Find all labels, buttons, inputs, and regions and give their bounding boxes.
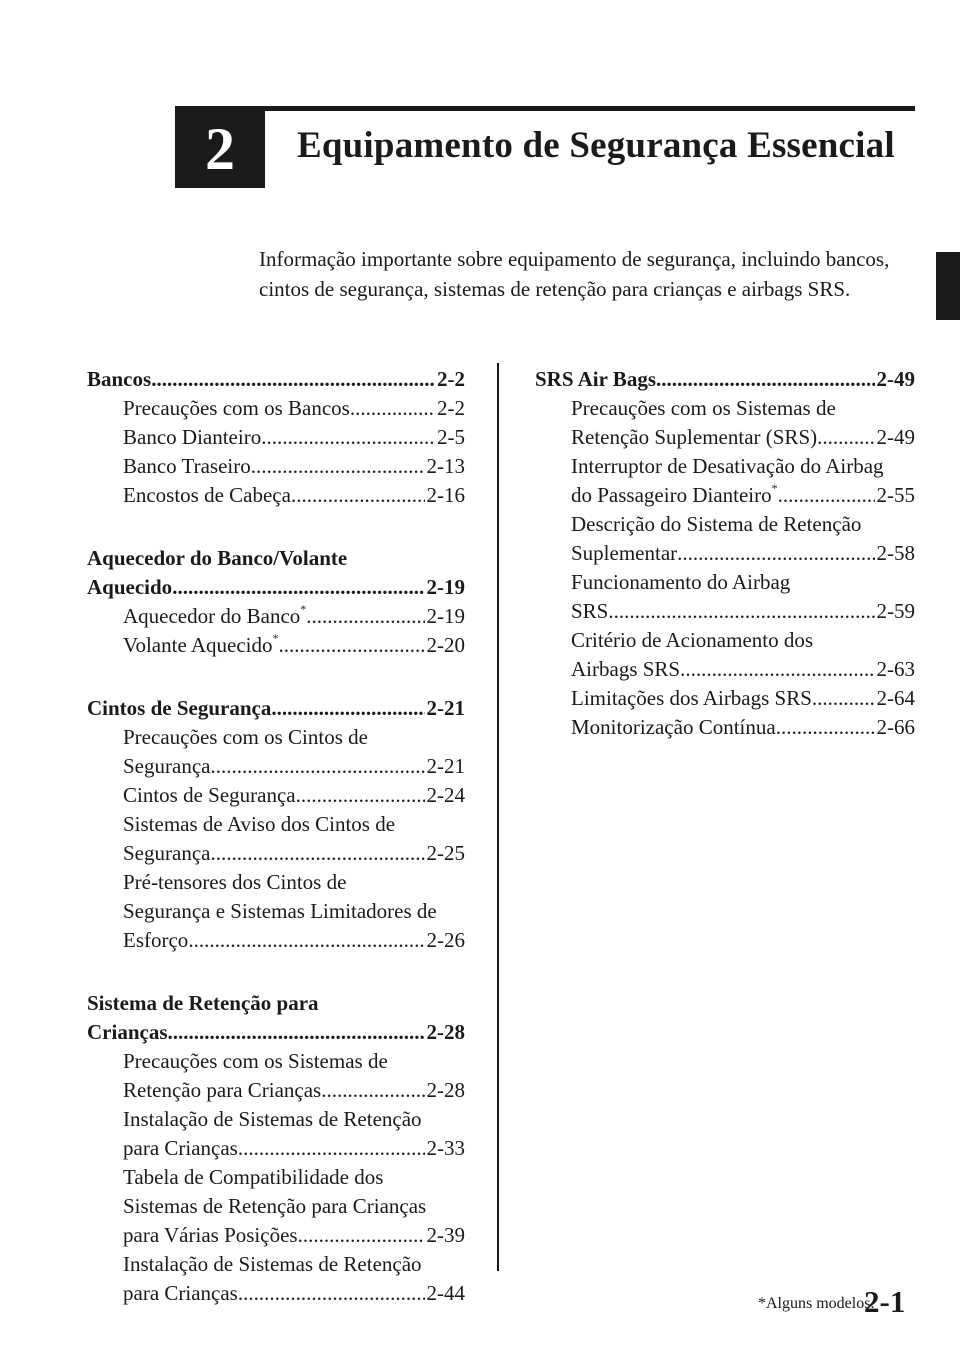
item-page-ref: 2-64 <box>876 686 915 710</box>
item-page-ref: 2-13 <box>426 454 465 478</box>
toc-item[interactable] <box>535 713 915 742</box>
item-title-text: Precauções com os Bancos <box>123 396 350 420</box>
dot-leader <box>677 539 874 568</box>
dot-leader <box>188 926 424 955</box>
item-title-text: Retenção Suplementar (SRS) <box>571 425 818 449</box>
item-title-text: Retenção para Crianças <box>123 1078 322 1102</box>
toc-section <box>87 694 465 955</box>
dot-leader <box>680 655 874 684</box>
toc-section <box>87 365 465 510</box>
column-divider <box>497 363 499 1271</box>
item-title-entry <box>123 423 465 452</box>
item-title-line: Pré-tensores dos Cintos de <box>123 870 347 894</box>
item-title-entry <box>123 602 465 631</box>
item-title-entry <box>571 423 915 452</box>
chapter-side-tab <box>936 252 960 320</box>
dot-leader <box>261 423 435 452</box>
item-title-line: Sistemas de Retenção para Crianças <box>123 1194 427 1218</box>
item-title-line: Sistemas de Aviso dos Cintos de <box>123 812 396 836</box>
item-title-entry <box>123 926 465 955</box>
page-number: 2-1 <box>864 1284 906 1319</box>
section-page-ref: 2-19 <box>426 575 465 599</box>
item-title <box>123 602 306 631</box>
dot-leader <box>279 631 425 660</box>
item-title-entry <box>123 1134 465 1163</box>
item-title-entry <box>571 597 915 626</box>
toc-right-column <box>535 365 915 776</box>
optional-feature-marker: * <box>771 481 778 495</box>
item-title-entry <box>571 655 915 684</box>
toc-item[interactable] <box>535 568 915 626</box>
item-title-text: para Crianças <box>123 1281 238 1305</box>
item-title <box>571 481 778 510</box>
dot-leader <box>151 365 435 394</box>
item-title-line: Instalação de Sistemas de Retenção <box>123 1252 422 1276</box>
section-title-entry[interactable] <box>87 573 465 602</box>
dot-leader <box>210 839 424 868</box>
section-page-ref: 2-28 <box>426 1020 465 1044</box>
item-title-text: do Passageiro Dianteiro <box>571 483 772 507</box>
item-title <box>123 839 210 868</box>
item-title <box>123 781 296 810</box>
toc-item[interactable] <box>87 1163 465 1250</box>
section-title-line: Sistema de Retenção para <box>87 991 319 1015</box>
item-title-entry <box>123 452 465 481</box>
item-title-entry <box>571 684 915 713</box>
toc-item[interactable] <box>87 1105 465 1163</box>
item-title <box>123 926 188 955</box>
item-title <box>123 1221 298 1250</box>
item-title-text: Segurança <box>123 754 211 778</box>
toc-item[interactable] <box>87 781 465 810</box>
item-title-line: Precauções com os Cintos de <box>123 725 368 749</box>
dot-leader <box>291 481 425 510</box>
section-title-entry[interactable] <box>87 694 465 723</box>
item-title-line: Segurança e Sistemas Limitadores de <box>123 899 437 923</box>
item-title-entry <box>571 481 915 510</box>
chapter-number: 2 <box>205 116 235 182</box>
toc-item[interactable] <box>535 626 915 684</box>
item-title <box>571 655 680 684</box>
toc-section <box>87 989 465 1308</box>
footnote: *Alguns modelos. <box>758 1295 875 1312</box>
item-title <box>123 752 210 781</box>
item-page-ref: 2-33 <box>426 1136 465 1160</box>
toc-item[interactable] <box>87 723 465 781</box>
section-title: SRS Air Bags <box>535 367 656 391</box>
item-page-ref: 2-25 <box>426 841 465 865</box>
toc-item[interactable] <box>535 684 915 713</box>
item-title-line: Funcionamento do Airbag <box>571 570 791 594</box>
dot-leader <box>608 597 874 626</box>
toc-item[interactable] <box>535 452 915 510</box>
item-title <box>123 631 279 660</box>
item-page-ref: 2-63 <box>876 657 915 681</box>
item-page-ref: 2-24 <box>426 783 465 807</box>
dot-leader <box>321 1076 424 1105</box>
item-title-line: Interruptor de Desativação do Airbag <box>571 454 884 478</box>
item-title <box>123 1134 238 1163</box>
item-title-text: para Várias Posições <box>123 1223 298 1247</box>
item-title-text: SRS <box>571 599 609 623</box>
section-title-line: Aquecedor do Banco/Volante <box>87 546 348 570</box>
chapter-intro: Informação importante sobre equipamento de segurança, incluindo bancos, cintos de segurança, sistemas de retenção para crianças e airbags SRS. <box>259 247 890 301</box>
chapter-header-rule <box>175 106 915 111</box>
section-title-entry[interactable] <box>87 365 465 394</box>
section-title: Bancos <box>87 367 152 391</box>
item-page-ref: 2-39 <box>426 1223 465 1247</box>
item-page-ref: 2-20 <box>426 633 465 657</box>
item-page-ref: 2-26 <box>426 928 465 952</box>
item-page-ref: 2-2 <box>437 396 465 420</box>
dot-leader <box>776 713 875 742</box>
item-title-line: Critério de Acionamento dos <box>571 628 814 652</box>
item-title <box>123 1076 321 1105</box>
item-title <box>123 394 350 423</box>
item-title-line: Precauções com os Sistemas de <box>571 396 836 420</box>
section-title: Crianças <box>87 1020 168 1044</box>
section-page-ref: 2-21 <box>426 696 465 720</box>
toc-section <box>535 365 915 742</box>
item-title-line: Descrição do Sistema de Retenção <box>571 512 862 536</box>
item-title-text: Volante Aquecido <box>123 633 273 657</box>
item-title <box>123 423 261 452</box>
item-title-entry <box>123 1279 465 1308</box>
optional-feature-marker: * <box>272 631 279 645</box>
item-title-text: Banco Dianteiro <box>123 425 262 449</box>
item-title-line: Instalação de Sistemas de Retenção <box>123 1107 422 1131</box>
item-page-ref: 2-16 <box>426 483 465 507</box>
optional-feature-marker: * <box>300 602 307 616</box>
item-title-text: Banco Traseiro <box>123 454 251 478</box>
section-page-ref: 2-49 <box>876 367 915 391</box>
toc-item[interactable] <box>87 423 465 452</box>
item-page-ref: 2-44 <box>426 1281 465 1305</box>
toc-section <box>87 544 465 660</box>
item-title-entry <box>571 713 915 742</box>
item-title-text: Suplementar <box>571 541 678 565</box>
item-title-line: Tabela de Compatibilidade dos <box>123 1165 384 1189</box>
section-page-ref: 2-2 <box>437 367 465 391</box>
dot-leader <box>168 1018 425 1047</box>
item-title-entry <box>123 1076 465 1105</box>
item-title-entry <box>123 839 465 868</box>
item-page-ref: 2-21 <box>426 754 465 778</box>
toc-item[interactable] <box>535 394 915 452</box>
item-title-text: Limitações dos Airbags SRS <box>571 686 812 710</box>
item-title-text: Cintos de Segurança <box>123 783 296 807</box>
item-page-ref: 2-66 <box>876 715 915 739</box>
dot-leader <box>350 394 435 423</box>
dot-leader <box>251 452 425 481</box>
dot-leader <box>210 752 424 781</box>
section-title: Aquecido <box>87 575 173 599</box>
item-title-entry <box>123 481 465 510</box>
item-title <box>123 481 291 510</box>
item-page-ref: 2-28 <box>426 1078 465 1102</box>
toc-item[interactable] <box>535 510 915 568</box>
dot-leader <box>306 602 424 631</box>
toc-item[interactable] <box>87 394 465 423</box>
toc-item[interactable] <box>87 1250 465 1308</box>
item-title-text: Monitorização Contínua <box>571 715 776 739</box>
toc-item[interactable] <box>87 481 465 510</box>
toc-left-column <box>87 365 465 1342</box>
item-page-ref: 2-58 <box>876 541 915 565</box>
item-title <box>571 713 776 742</box>
item-title <box>571 597 608 626</box>
toc-item[interactable] <box>87 452 465 481</box>
dot-leader <box>238 1134 425 1163</box>
item-title-text: Encostos de Cabeça <box>123 483 291 507</box>
item-page-ref: 2-49 <box>876 425 915 449</box>
dot-leader <box>271 694 424 723</box>
toc-item[interactable] <box>87 810 465 868</box>
section-title-entry[interactable] <box>535 365 915 394</box>
dot-leader <box>817 423 874 452</box>
item-title-line: Precauções com os Sistemas de <box>123 1049 388 1073</box>
item-title-entry <box>123 631 465 660</box>
toc-item[interactable] <box>87 631 465 660</box>
dot-leader <box>812 684 875 713</box>
dot-leader <box>296 781 425 810</box>
dot-leader <box>298 1221 425 1250</box>
dot-leader <box>778 481 875 510</box>
item-title-text: para Crianças <box>123 1136 238 1160</box>
toc-item[interactable] <box>87 602 465 631</box>
section-title-entry[interactable] <box>87 1018 465 1047</box>
item-title <box>123 452 251 481</box>
toc-item[interactable] <box>87 1047 465 1105</box>
dot-leader <box>238 1279 425 1308</box>
item-title-entry <box>123 752 465 781</box>
item-page-ref: 2-59 <box>876 599 915 623</box>
item-title <box>571 684 812 713</box>
item-title-text: Aquecedor do Banco <box>123 604 301 628</box>
item-title-text: Segurança <box>123 841 211 865</box>
dot-leader <box>172 573 424 602</box>
dot-leader <box>656 365 875 394</box>
item-title-entry <box>123 1221 465 1250</box>
item-title <box>571 539 677 568</box>
item-title <box>123 1279 238 1308</box>
item-title <box>571 423 817 452</box>
item-title-text: Airbags SRS <box>571 657 681 681</box>
item-page-ref: 2-55 <box>876 483 915 507</box>
item-title-entry <box>123 394 465 423</box>
chapter-title: Equipamento de Segurança Essencial <box>297 125 895 166</box>
item-title-entry <box>123 781 465 810</box>
chapter-number-box <box>175 110 265 188</box>
item-page-ref: 2-5 <box>437 425 465 449</box>
item-title-entry <box>571 539 915 568</box>
toc-item[interactable] <box>87 868 465 955</box>
section-title: Cintos de Segurança <box>87 696 272 720</box>
item-title-text: Esforço <box>123 928 189 952</box>
item-page-ref: 2-19 <box>426 604 465 628</box>
